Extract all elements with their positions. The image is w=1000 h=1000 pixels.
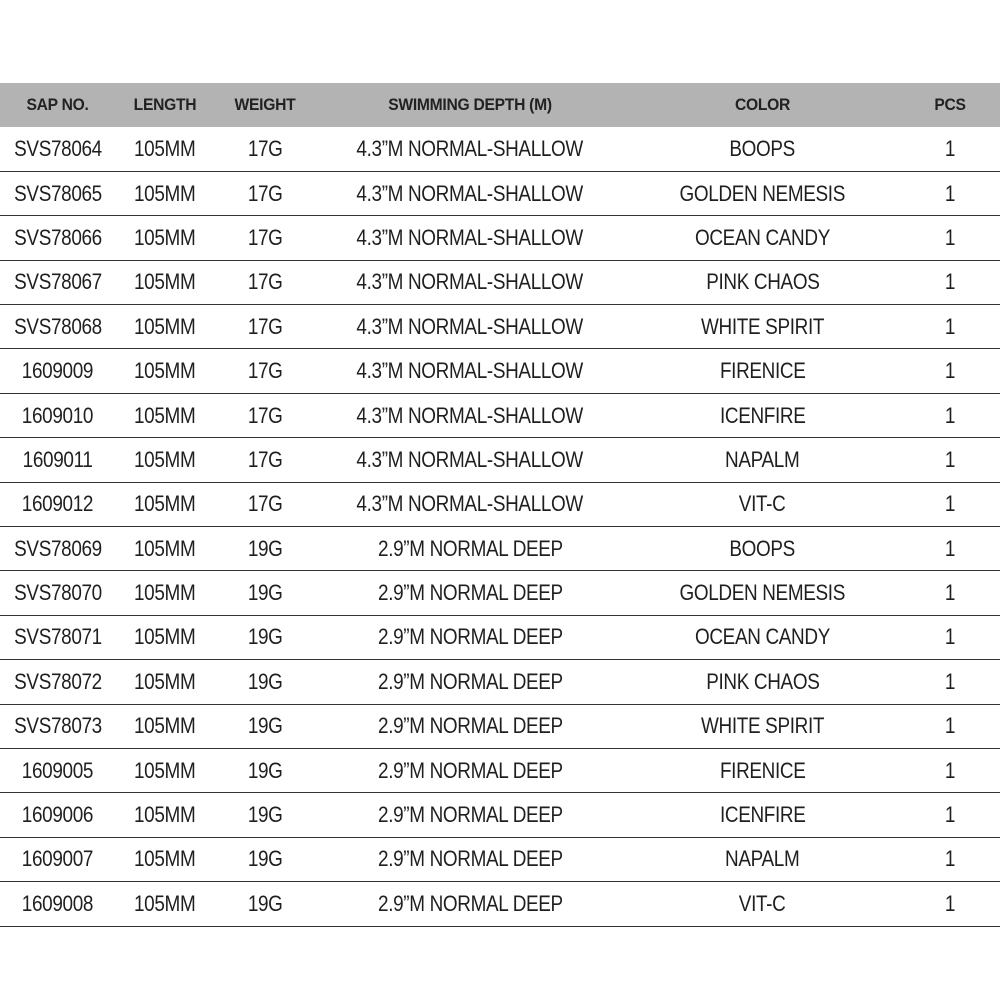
length-cell-text: 105MM xyxy=(134,580,196,606)
swimming-depth-cell-text: 2.9”M NORMAL DEEP xyxy=(377,846,563,872)
sap-no-cell xyxy=(0,748,115,792)
table-body xyxy=(0,127,1000,926)
length-cell-text: 105MM xyxy=(134,624,196,650)
length-cell xyxy=(115,393,215,437)
pcs-cell xyxy=(900,305,1000,349)
swimming-depth-cell-text: 2.9”M NORMAL DEEP xyxy=(377,713,563,739)
sap-no-cell-text: SVS78073 xyxy=(13,713,102,739)
sap-no-cell xyxy=(0,527,115,571)
pcs-cell-text: 1 xyxy=(944,446,956,472)
pcs-cell xyxy=(900,438,1000,482)
length-cell xyxy=(115,216,215,260)
pcs-cell-text: 1 xyxy=(944,713,956,739)
product-spec-table xyxy=(0,83,1000,927)
swimming-depth-cell-text: 2.9”M NORMAL DEEP xyxy=(377,890,563,916)
column-header-swimming-depth: SWIMMING DEPTH (M) xyxy=(388,95,552,114)
swimming-depth-cell xyxy=(315,260,625,304)
weight-cell xyxy=(215,837,315,881)
length-cell xyxy=(115,748,215,792)
length-cell xyxy=(115,837,215,881)
weight-cell xyxy=(215,482,315,526)
pcs-cell xyxy=(900,704,1000,748)
sap-no-cell xyxy=(0,793,115,837)
sap-no-cell-text: SVS78064 xyxy=(13,135,102,161)
weight-cell xyxy=(215,615,315,659)
sap-no-cell xyxy=(0,127,115,171)
table-row xyxy=(0,527,1000,571)
pcs-cell-text: 1 xyxy=(944,668,956,694)
table-row xyxy=(0,882,1000,926)
color-cell xyxy=(625,127,900,171)
sap-no-cell xyxy=(0,882,115,926)
sap-no-cell-text: SVS78070 xyxy=(13,580,102,606)
sap-no-cell xyxy=(0,393,115,437)
color-cell-text: FIRENICE xyxy=(719,358,806,384)
column-header-length: LENGTH xyxy=(133,95,197,114)
swimming-depth-cell xyxy=(315,171,625,215)
weight-cell-text: 19G xyxy=(247,802,283,828)
pcs-cell xyxy=(900,660,1000,704)
pcs-cell-text: 1 xyxy=(944,269,956,295)
weight-cell xyxy=(215,349,315,393)
color-cell xyxy=(625,793,900,837)
table-row xyxy=(0,571,1000,615)
weight-cell-text: 19G xyxy=(247,580,283,606)
color-cell-text: BOOPS xyxy=(729,135,796,161)
sap-no-cell-text: SVS78067 xyxy=(13,269,102,295)
pcs-cell-text: 1 xyxy=(944,491,956,517)
sap-no-cell-text: 1609011 xyxy=(22,446,93,472)
table-header xyxy=(0,83,1000,127)
pcs-cell xyxy=(900,571,1000,615)
length-cell-text: 105MM xyxy=(134,269,196,295)
length-cell-text: 105MM xyxy=(134,713,196,739)
pcs-cell-text: 1 xyxy=(944,624,956,650)
weight-cell xyxy=(215,260,315,304)
length-cell-text: 105MM xyxy=(134,757,196,783)
weight-cell-text: 17G xyxy=(247,446,283,472)
swimming-depth-cell xyxy=(315,216,625,260)
color-cell-text: ICENFIRE xyxy=(719,802,806,828)
color-cell xyxy=(625,216,900,260)
swimming-depth-cell-text: 4.3”M NORMAL-SHALLOW xyxy=(356,491,584,517)
swimming-depth-cell-text: 4.3”M NORMAL-SHALLOW xyxy=(356,180,584,206)
color-cell-text: NAPALM xyxy=(725,846,800,872)
sap-no-cell-text: SVS78072 xyxy=(13,668,102,694)
length-cell-text: 105MM xyxy=(134,402,196,428)
weight-cell-text: 17G xyxy=(247,180,283,206)
length-cell-text: 105MM xyxy=(134,890,196,916)
swimming-depth-cell xyxy=(315,349,625,393)
weight-cell-text: 17G xyxy=(247,358,283,384)
weight-cell xyxy=(215,216,315,260)
length-cell-text: 105MM xyxy=(134,802,196,828)
weight-cell-text: 17G xyxy=(247,269,283,295)
column-header-sap-no: SAP NO. xyxy=(26,95,89,114)
weight-cell xyxy=(215,527,315,571)
sap-no-cell-text: SVS78068 xyxy=(13,313,102,339)
color-cell-text: VIT-C xyxy=(739,890,786,916)
weight-cell xyxy=(215,127,315,171)
pcs-cell-text: 1 xyxy=(944,224,956,250)
color-cell xyxy=(625,349,900,393)
swimming-depth-cell xyxy=(315,438,625,482)
sap-no-cell xyxy=(0,260,115,304)
color-cell-text: GOLDEN NEMESIS xyxy=(679,580,846,606)
weight-cell xyxy=(215,171,315,215)
sap-no-cell xyxy=(0,482,115,526)
color-cell-text: PINK CHAOS xyxy=(705,668,820,694)
weight-cell xyxy=(215,660,315,704)
length-cell xyxy=(115,660,215,704)
swimming-depth-cell xyxy=(315,482,625,526)
pcs-cell-text: 1 xyxy=(944,580,956,606)
weight-cell xyxy=(215,793,315,837)
swimming-depth-cell-text: 4.3”M NORMAL-SHALLOW xyxy=(356,135,584,161)
sap-no-cell-text: 1609007 xyxy=(21,846,94,872)
sap-no-cell xyxy=(0,615,115,659)
pcs-cell-text: 1 xyxy=(944,402,956,428)
color-cell-text: NAPALM xyxy=(725,446,800,472)
weight-cell-text: 19G xyxy=(247,890,283,916)
pcs-cell-text: 1 xyxy=(944,535,956,561)
color-cell xyxy=(625,704,900,748)
length-cell-text: 105MM xyxy=(134,668,196,694)
color-cell xyxy=(625,837,900,881)
pcs-cell-text: 1 xyxy=(944,757,956,783)
sap-no-cell xyxy=(0,305,115,349)
length-cell-text: 105MM xyxy=(134,180,196,206)
swimming-depth-cell-text: 4.3”M NORMAL-SHALLOW xyxy=(356,402,584,428)
sap-no-cell-text: 1609008 xyxy=(21,890,94,916)
color-cell-text: VIT-C xyxy=(739,491,786,517)
swimming-depth-cell xyxy=(315,305,625,349)
swimming-depth-cell-text: 2.9”M NORMAL DEEP xyxy=(377,624,563,650)
swimming-depth-cell-text: 2.9”M NORMAL DEEP xyxy=(377,668,563,694)
weight-cell xyxy=(215,882,315,926)
color-cell-text: WHITE SPIRIT xyxy=(700,713,825,739)
pcs-cell-text: 1 xyxy=(944,802,956,828)
length-cell-text: 105MM xyxy=(134,313,196,339)
pcs-cell xyxy=(900,127,1000,171)
table-row xyxy=(0,615,1000,659)
sap-no-cell xyxy=(0,171,115,215)
pcs-cell xyxy=(900,748,1000,792)
sap-no-cell xyxy=(0,660,115,704)
weight-cell-text: 19G xyxy=(247,846,283,872)
length-cell xyxy=(115,438,215,482)
table-row xyxy=(0,793,1000,837)
table-row xyxy=(0,260,1000,304)
swimming-depth-cell-text: 4.3”M NORMAL-SHALLOW xyxy=(356,224,584,250)
swimming-depth-cell xyxy=(315,527,625,571)
color-cell xyxy=(625,171,900,215)
swimming-depth-cell-text: 4.3”M NORMAL-SHALLOW xyxy=(356,313,584,339)
color-cell xyxy=(625,882,900,926)
color-cell xyxy=(625,482,900,526)
swimming-depth-cell xyxy=(315,571,625,615)
length-cell xyxy=(115,349,215,393)
pcs-cell xyxy=(900,260,1000,304)
sap-no-cell-text: SVS78069 xyxy=(13,535,102,561)
swimming-depth-cell-text: 2.9”M NORMAL DEEP xyxy=(377,802,563,828)
sap-no-cell-text: 1609010 xyxy=(21,402,94,428)
color-cell-text: PINK CHAOS xyxy=(705,269,820,295)
weight-cell xyxy=(215,305,315,349)
color-cell xyxy=(625,660,900,704)
length-cell xyxy=(115,615,215,659)
table-row xyxy=(0,660,1000,704)
swimming-depth-cell xyxy=(315,393,625,437)
color-cell-text: WHITE SPIRIT xyxy=(700,313,825,339)
table-row xyxy=(0,171,1000,215)
pcs-cell xyxy=(900,216,1000,260)
table-row xyxy=(0,127,1000,171)
swimming-depth-cell-text: 2.9”M NORMAL DEEP xyxy=(377,757,563,783)
length-cell-text: 105MM xyxy=(134,491,196,517)
sap-no-cell xyxy=(0,571,115,615)
pcs-cell-text: 1 xyxy=(944,890,956,916)
weight-cell-text: 17G xyxy=(247,402,283,428)
weight-cell-text: 17G xyxy=(247,313,283,339)
length-cell-text: 105MM xyxy=(134,135,196,161)
weight-cell xyxy=(215,438,315,482)
pcs-cell xyxy=(900,837,1000,881)
weight-cell xyxy=(215,571,315,615)
swimming-depth-cell xyxy=(315,748,625,792)
swimming-depth-cell xyxy=(315,704,625,748)
length-cell xyxy=(115,127,215,171)
table-row xyxy=(0,305,1000,349)
color-cell-text: GOLDEN NEMESIS xyxy=(679,180,846,206)
swimming-depth-cell xyxy=(315,615,625,659)
table-row xyxy=(0,393,1000,437)
color-cell xyxy=(625,438,900,482)
swimming-depth-cell-text: 4.3”M NORMAL-SHALLOW xyxy=(356,269,584,295)
swimming-depth-cell xyxy=(315,660,625,704)
sap-no-cell-text: 1609012 xyxy=(21,491,94,517)
length-cell-text: 105MM xyxy=(134,224,196,250)
pcs-cell xyxy=(900,349,1000,393)
sap-no-cell xyxy=(0,216,115,260)
length-cell xyxy=(115,527,215,571)
color-cell xyxy=(625,748,900,792)
sap-no-cell xyxy=(0,438,115,482)
weight-cell-text: 17G xyxy=(247,224,283,250)
sap-no-cell-text: SVS78066 xyxy=(13,224,102,250)
color-cell xyxy=(625,527,900,571)
color-cell xyxy=(625,615,900,659)
table-row xyxy=(0,748,1000,792)
length-cell-text: 105MM xyxy=(134,846,196,872)
sap-no-cell xyxy=(0,349,115,393)
sap-no-cell xyxy=(0,704,115,748)
header-row xyxy=(0,83,1000,127)
table-row xyxy=(0,837,1000,881)
sap-no-cell-text: 1609006 xyxy=(21,802,94,828)
sap-no-cell-text: 1609009 xyxy=(21,358,94,384)
swimming-depth-cell xyxy=(315,837,625,881)
pcs-cell-text: 1 xyxy=(944,135,956,161)
swimming-depth-cell xyxy=(315,127,625,171)
sap-no-cell-text: 1609005 xyxy=(21,757,94,783)
weight-cell xyxy=(215,704,315,748)
pcs-cell-text: 1 xyxy=(944,846,956,872)
color-cell xyxy=(625,260,900,304)
color-cell-text: OCEAN CANDY xyxy=(695,224,830,250)
column-header-weight: WEIGHT xyxy=(234,95,296,114)
weight-cell-text: 19G xyxy=(247,757,283,783)
weight-cell-text: 19G xyxy=(247,713,283,739)
pcs-cell xyxy=(900,882,1000,926)
sap-no-cell-text: SVS78071 xyxy=(13,624,102,650)
table-row xyxy=(0,216,1000,260)
column-header-pcs: PCS xyxy=(934,95,966,114)
swimming-depth-cell xyxy=(315,793,625,837)
pcs-cell xyxy=(900,171,1000,215)
swimming-depth-cell xyxy=(315,882,625,926)
weight-cell xyxy=(215,393,315,437)
pcs-cell xyxy=(900,793,1000,837)
length-cell-text: 105MM xyxy=(134,358,196,384)
weight-cell xyxy=(215,748,315,792)
swimming-depth-cell-text: 2.9”M NORMAL DEEP xyxy=(377,535,563,561)
sap-no-cell-text: SVS78065 xyxy=(13,180,102,206)
color-cell xyxy=(625,571,900,615)
length-cell xyxy=(115,260,215,304)
color-cell-text: ICENFIRE xyxy=(719,402,806,428)
table-row xyxy=(0,704,1000,748)
pcs-cell xyxy=(900,393,1000,437)
column-header-color: COLOR xyxy=(734,95,791,114)
weight-cell-text: 19G xyxy=(247,668,283,694)
pcs-cell-text: 1 xyxy=(944,180,956,206)
length-cell xyxy=(115,793,215,837)
length-cell-text: 105MM xyxy=(134,446,196,472)
weight-cell-text: 17G xyxy=(247,135,283,161)
pcs-cell xyxy=(900,482,1000,526)
length-cell xyxy=(115,305,215,349)
weight-cell-text: 19G xyxy=(247,535,283,561)
pcs-cell xyxy=(900,615,1000,659)
table-row xyxy=(0,349,1000,393)
swimming-depth-cell-text: 4.3”M NORMAL-SHALLOW xyxy=(356,358,584,384)
length-cell xyxy=(115,882,215,926)
color-cell xyxy=(625,305,900,349)
table-row xyxy=(0,438,1000,482)
pcs-cell xyxy=(900,527,1000,571)
sap-no-cell xyxy=(0,837,115,881)
pcs-cell-text: 1 xyxy=(944,358,956,384)
color-cell-text: OCEAN CANDY xyxy=(695,624,830,650)
length-cell xyxy=(115,571,215,615)
swimming-depth-cell-text: 2.9”M NORMAL DEEP xyxy=(377,580,563,606)
weight-cell-text: 19G xyxy=(247,624,283,650)
swimming-depth-cell-text: 4.3”M NORMAL-SHALLOW xyxy=(356,446,584,472)
color-cell-text: FIRENICE xyxy=(719,757,806,783)
pcs-cell-text: 1 xyxy=(944,313,956,339)
color-cell-text: BOOPS xyxy=(729,535,796,561)
weight-cell-text: 17G xyxy=(247,491,283,517)
length-cell xyxy=(115,171,215,215)
color-cell xyxy=(625,393,900,437)
length-cell-text: 105MM xyxy=(134,535,196,561)
table-row xyxy=(0,482,1000,526)
length-cell xyxy=(115,704,215,748)
length-cell xyxy=(115,482,215,526)
